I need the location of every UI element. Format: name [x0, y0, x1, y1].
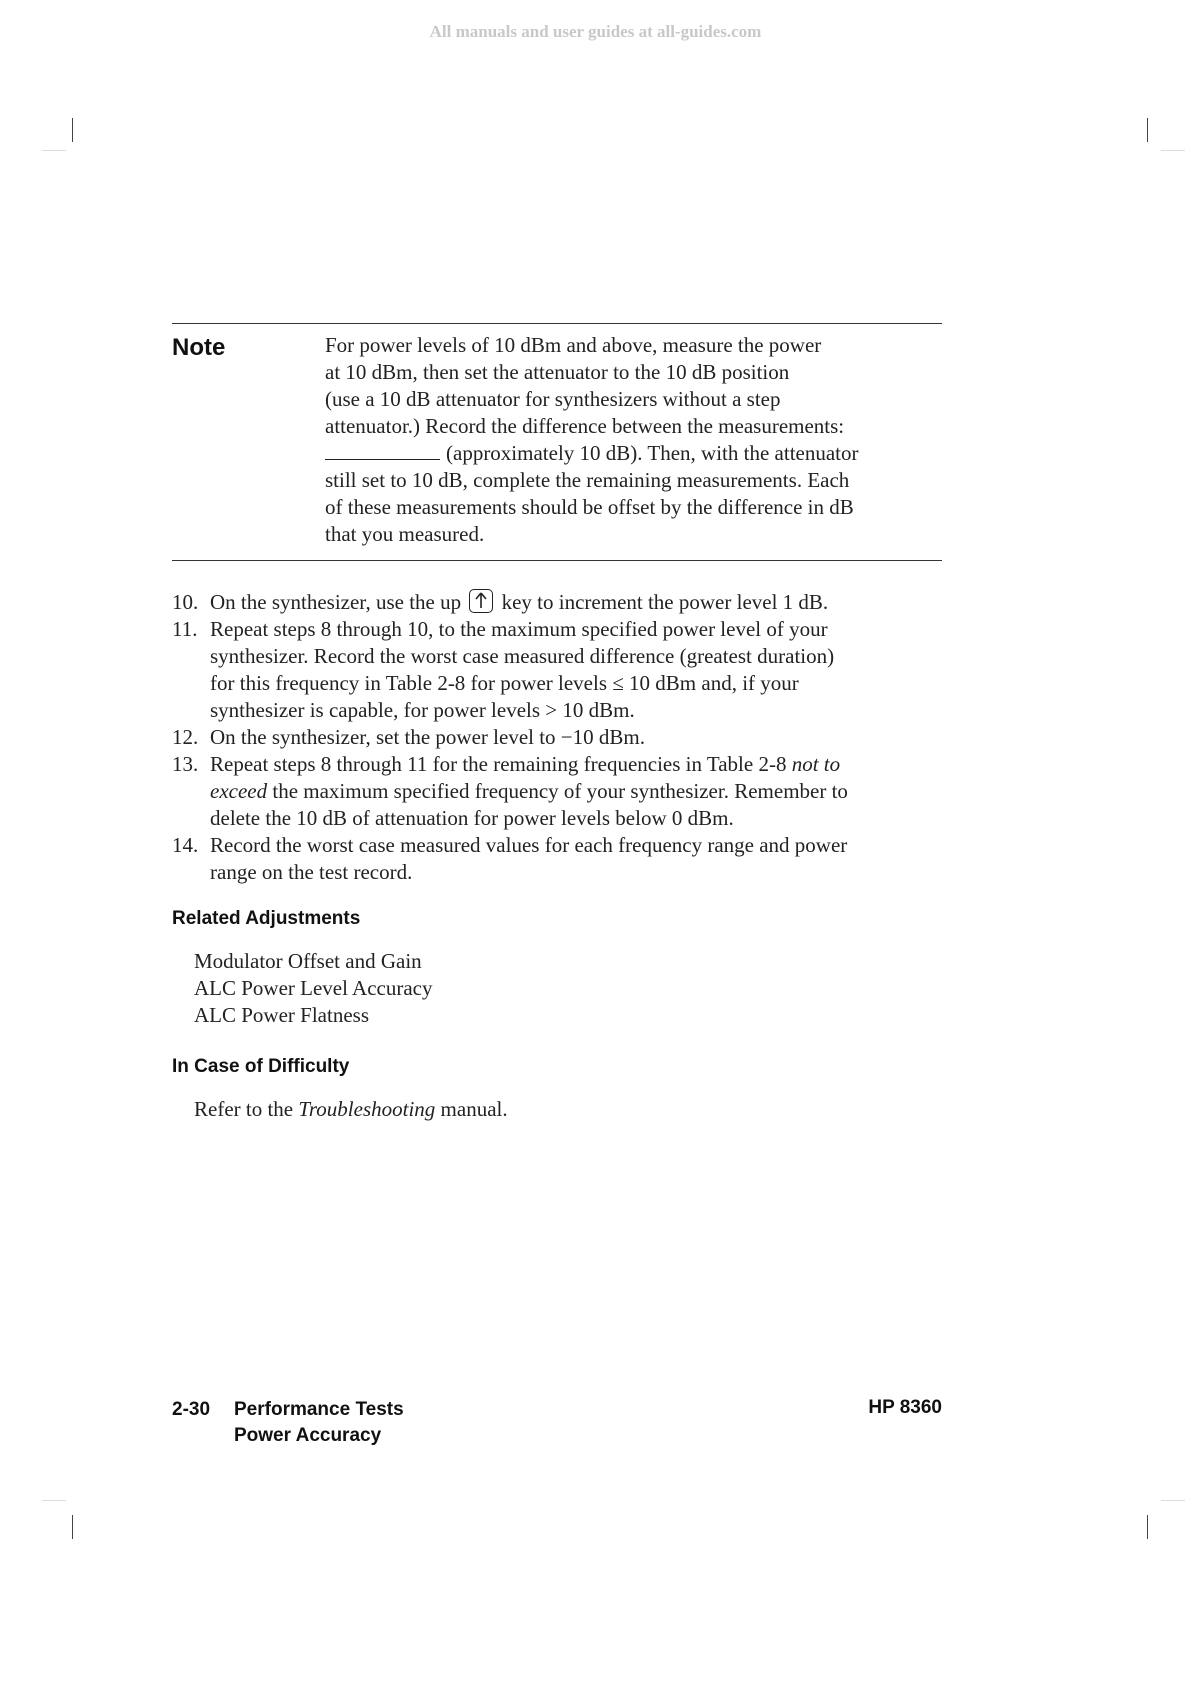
- step-text: On the synthesizer, use the up: [210, 590, 462, 614]
- step-line: On the synthesizer, set the power level to −10 dBm.: [210, 725, 645, 749]
- step-line: [210, 751, 952, 778]
- step-line: Record the worst case measured values for each frequency range and power: [210, 833, 848, 857]
- step-13: [172, 751, 952, 832]
- note-top-rule: [172, 323, 942, 324]
- step-emphasis: not to: [791, 752, 841, 776]
- step-number: 11.: [172, 617, 198, 641]
- list-item: ALC Power Level Accuracy: [194, 976, 433, 1000]
- crop-mark: [42, 150, 66, 151]
- footer-section: Performance Tests: [234, 1399, 404, 1420]
- up-arrow-icon: [469, 589, 493, 613]
- crop-mark: [1147, 1515, 1148, 1539]
- step-10: [172, 589, 952, 616]
- difficulty-suffix: manual.: [435, 1097, 508, 1121]
- difficulty-prefix: Refer to the: [194, 1097, 299, 1121]
- note-line: of these measurements should be offset by the difference in dB: [325, 495, 854, 519]
- step-line: range on the test record.: [210, 860, 413, 884]
- step-line: synthesizer. Record the worst case measured difference (greatest duration): [210, 644, 835, 668]
- crop-mark: [72, 118, 73, 142]
- step-text: Repeat steps 8 through 11 for the remaining frequencies in Table 2-8: [210, 752, 792, 776]
- procedure-steps: [172, 589, 952, 886]
- step-number: 12.: [172, 725, 199, 749]
- difficulty-text: [194, 1096, 508, 1123]
- step-line: delete the 10 dB of attenuation for power levels below 0 dBm.: [210, 806, 734, 830]
- manual-title: Troubleshooting: [298, 1097, 436, 1121]
- related-adjustments-list: [194, 948, 433, 1029]
- list-item: Modulator Offset and Gain: [194, 949, 422, 973]
- step-number: 10.: [172, 590, 199, 614]
- footer-subsection: Power Accuracy: [234, 1425, 382, 1446]
- step-line: synthesizer is capable, for power levels > 10 dBm.: [210, 698, 635, 722]
- list-item: ALC Power Flatness: [194, 1003, 369, 1027]
- related-adjustments-heading: Related Adjustments: [172, 908, 361, 929]
- crop-mark: [1161, 150, 1185, 151]
- note-line: still set to 10 dB, complete the remaining measurements. Each: [325, 468, 850, 492]
- difficulty-heading: In Case of Difficulty: [172, 1056, 350, 1077]
- step-number: 13.: [172, 752, 199, 776]
- step-14: [172, 832, 952, 886]
- note-line: For power levels of 10 dBm and above, measure the power: [325, 333, 822, 357]
- note-line-with-blank: [325, 440, 945, 467]
- note-line: (approximately 10 dB). Then, with the attenuator: [446, 441, 859, 465]
- footer-model: HP 8360: [868, 1397, 942, 1418]
- step-emphasis: exceed: [210, 779, 268, 803]
- page-number: 2-30: [172, 1399, 211, 1420]
- crop-mark: [1161, 1500, 1185, 1501]
- note-bottom-rule: [172, 560, 942, 561]
- step-text: the maximum specified frequency of your synthesizer. Remember to: [267, 779, 848, 803]
- note-body: [325, 332, 945, 548]
- step-12: [172, 724, 952, 751]
- step-11: [172, 616, 952, 724]
- note-line: attenuator.) Record the difference between the measurements:: [325, 414, 845, 438]
- crop-mark: [72, 1515, 73, 1539]
- note-line: (use a 10 dB attenuator for synthesizers without a step: [325, 387, 781, 411]
- site-banner: All manuals and user guides at all-guides.com: [429, 22, 762, 41]
- note-label: Note: [172, 334, 226, 361]
- fill-in-blank: [325, 441, 440, 460]
- crop-mark: [1147, 118, 1148, 142]
- step-line: for this frequency in Table 2-8 for power levels ≤ 10 dBm and, if your: [210, 671, 799, 695]
- step-line: [210, 778, 952, 805]
- note-line: that you measured.: [325, 522, 485, 546]
- step-line: [210, 589, 952, 616]
- step-text: key to increment the power level 1 dB.: [501, 590, 829, 614]
- step-number: 14.: [172, 833, 199, 857]
- step-line: Repeat steps 8 through 10, to the maximum specified power level of your: [210, 617, 828, 641]
- note-line: at 10 dBm, then set the attenuator to the 10 dB position: [325, 360, 790, 384]
- crop-mark: [42, 1500, 66, 1501]
- page-footer: [172, 1397, 404, 1449]
